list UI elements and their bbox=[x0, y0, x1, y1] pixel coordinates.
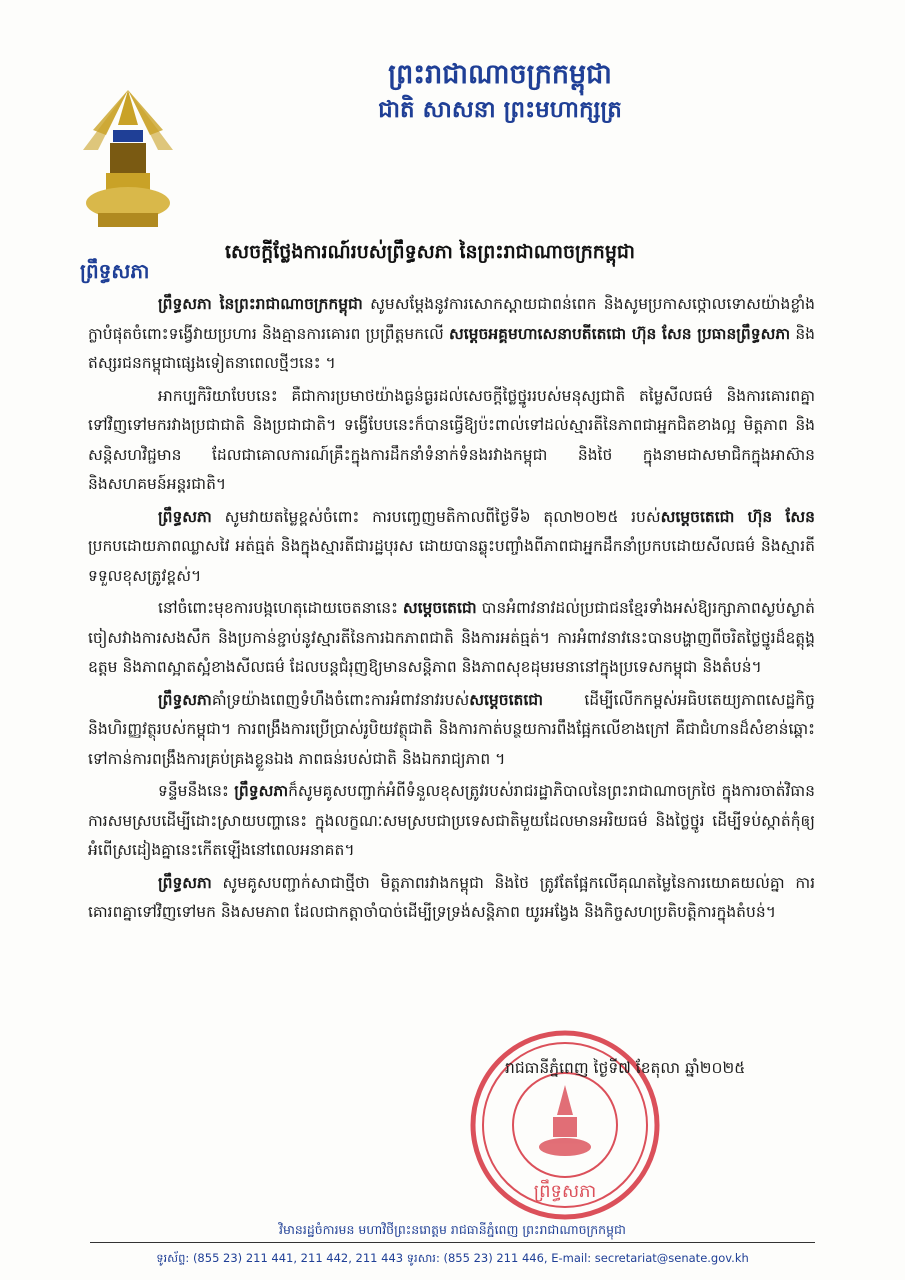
footer-contact: ទូរស័ព្ទ: (855 23) 211 441, 211 442, 211 443 ទូរសារ: (855 23) 211 446, E-mail: secretariat@senate.gov.kh bbox=[156, 1251, 749, 1265]
paragraph: អាកប្បកិរិយាបែបនេះ គឺជាការប្រមាថយ៉ាងធ្ងន់ធ្ងរដល់សេចក្តីថ្លៃថ្នូររបស់មនុស្សជាតិ តម្លៃសីលធម៌ និងការគោរពគ្នាទៅវិញទៅមករវាងប្រជាជាតិ និងប្រជាជាតិ។ ទង្វើបែបនេះក៏បានធ្វើឱ្យប៉ះពាល់ទៅដល់ស្មារតីនៃភាពជាអ្នកជិតខាងល្អ មិត្តភាព និងសន្តិសហវិជ្ជមាន ដែលជាគោលការណ៍គ្រឹះក្នុងការដឹកនាំទំនាក់ទំនងរវាងកម្ពុជា និងថៃ ក្នុងនាមជាសមាជិកក្នុងអាស៊ាន និងសហគមន៍អន្តរជាតិ។ bbox=[88, 386, 815, 493]
senate-seal-stamp bbox=[465, 1025, 665, 1225]
national-motto: ជាតិ សាសនា ព្រះមហាក្សត្រ bbox=[378, 96, 622, 123]
paragraph: នៅចំពោះមុខការបង្កហេតុដោយចេតនានេះ សម្តេចតេជោ បានអំពាវនាវដល់ប្រជាជនខ្មែរទាំងអស់ឱ្យរក្សាភាពស្ងប់ស្ងាត់ ចៀសវាងការសងសឹក និងប្រកាន់ខ្ជាប់នូវស្មារតីនៃការឯកភាពជាតិ និងការអត់ធ្មត់។ ការអំពាវនាវនេះបានបង្ហាញពីចរិតថ្លៃថ្នូរដ៏ឧត្តុង្គឧត្តម និងភាពស្អាតស្អំខាងសីលធម៌ ដែលបន្តជំរុញឱ្យមានសន្តិភាព និងភាពសុខដុមរមនានៅក្នុងប្រទេសកម្ពុជា និងតំបន់។ bbox=[88, 599, 815, 676]
paragraph: ទន្ទឹមនឹងនេះ ព្រឹទ្ធសភាក៏សូមគូសបញ្ជាក់អំពីទំនួលខុសត្រូវរបស់រាជរដ្ឋាភិបាលនៃព្រះរាជាណាចក្រថៃ ក្នុងការចាត់វិធានការសមស្របដើម្បីដោះស្រាយបញ្ហានេះ ក្នុងលក្ខណៈសមស្របជាប្រទេសជាតិមួយដែលមានអរិយធម៌ និងថ្លៃថ្នូរ ដើម្បីទប់ស្កាត់កុំឲ្យអំពើស្រដៀងគ្នានេះកើតឡើងនៅពេលអនាគត។ bbox=[88, 782, 815, 859]
kingdom-title: ព្រះរាជាណាចក្រកម្ពុជា bbox=[388, 59, 612, 90]
senate-label: ព្រឹទ្ធសភា bbox=[80, 259, 150, 283]
footer-address: វិមានរដ្ឋចំការមន មហាវិថីព្រះនរោត្តម រាជធានីភ្នំពេញ ព្រះរាជាណាចក្រកម្ពុជា bbox=[279, 1222, 626, 1237]
footer-divider bbox=[90, 1242, 815, 1243]
statement-body bbox=[88, 290, 815, 931]
paragraph: ព្រឹទ្ធសភា សូមគូសបញ្ជាក់សាជាថ្មីថា មិត្តភាពរវាងកម្ពុជា និងថៃ ត្រូវតែផ្អែកលើគុណតម្លៃនៃការយោគយល់គ្នា ការគោរពគ្នាទៅវិញទៅមក និងសមភាព ដែលជាកត្តាចាំបាច់ដើម្បីទ្រទ្រង់សន្តិភាព យូរអង្វែង និងកិច្ចសហប្រតិបត្តិការក្នុងតំបន់។ bbox=[88, 873, 815, 921]
senate-emblem-icon bbox=[78, 85, 178, 235]
seal-text: ព្រឹទ្ធសភា bbox=[533, 1181, 597, 1202]
paragraph: ព្រឹទ្ធសភាគាំទ្រយ៉ាងពេញទំហឹងចំពោះការអំពាវនាវរបស់សម្តេចតេជោ ដើម្បីលើកកម្ពស់អធិបតេយ្យភាពសេដ្ឋកិច្ច និងហិរញ្ញវត្ថុរបស់កម្ពុជា។ ការពង្រឹងការប្រើប្រាស់រូបិយវត្ថុជាតិ និងការកាត់បន្ថយការពឹងផ្អែកលើខាងក្រៅ គឺជាជំហានដ៏សំខាន់ឆ្ពោះទៅកាន់ការពង្រឹងការគ្រប់គ្រងខ្លួនឯង ភាពធន់របស់ជាតិ និងឯករាជ្យភាព ។ bbox=[88, 690, 815, 768]
date-line: រាជធានីភ្នំពេញ ថ្ងៃទី៧ ខែតុលា ឆ្នាំ២០២៥ bbox=[505, 1059, 746, 1077]
document-title: សេចក្តីថ្លែងការណ៍របស់ព្រឹទ្ធសភា នៃព្រះរាជាណាចក្រកម្ពុជា bbox=[225, 241, 635, 263]
paragraph: ព្រឹទ្ធសភា សូមវាយតម្លៃខ្ពស់ចំពោះ ការបញ្ចេញមតិកាលពីថ្ងៃទី៦ តុលា២០២៥ របស់សម្តេចតេជោ ហ៊ុន សែន ប្រកបដោយភាពឈ្លាសវៃ អត់ធ្មត់ និងក្នុងស្មារតីជារដ្ឋបុរស ដោយបានឆ្លុះបញ្ចាំងពីភាពជាអ្នកដឹកនាំប្រកបដោយសីលធម៌ និងស្មារតីទទួលខុសត្រូវខ្ពស់។ bbox=[88, 507, 815, 585]
paragraph: ព្រឹទ្ធសភា នៃព្រះរាជាណាចក្រកម្ពុជា សូមសម្តែងនូវការសោកស្តាយជាពន់ពេក និងសូមប្រកាសថ្កោលទោសយ៉ាងខ្លាំងក្លាបំផុតចំពោះទង្វើវាយប្រហារ និងគ្មានការគោរព ប្រព្រឹត្តមកលើ សម្តេចអគ្គមហាសេនាបតីតេជោ ហ៊ុន សែន ប្រធានព្រឹទ្ធសភា និងឥស្សរជនកម្ពុជាផ្សេងទៀតនាពេលថ្មីៗនេះ ។ bbox=[88, 295, 815, 372]
